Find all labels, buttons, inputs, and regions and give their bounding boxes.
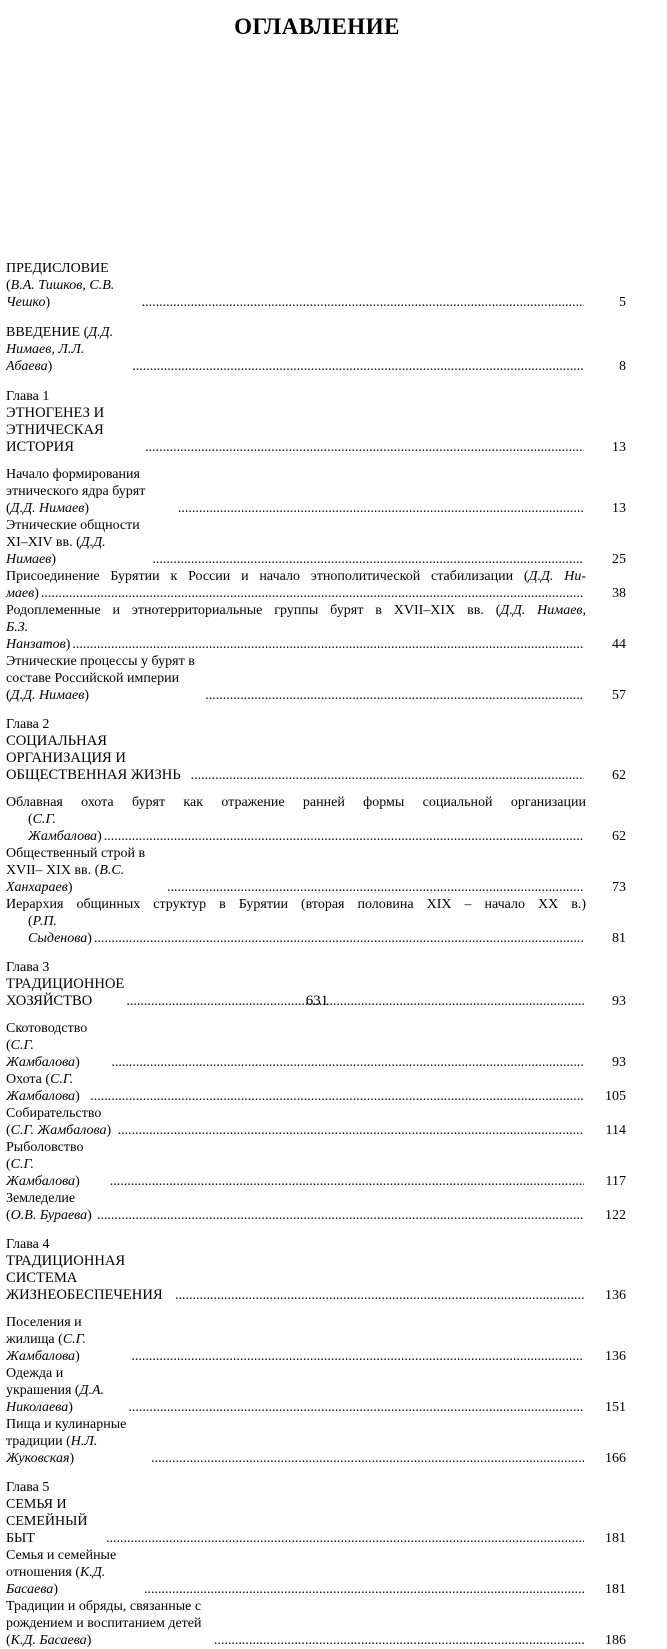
- toc-entry-preface[interactable]: [6, 260, 626, 311]
- toc-chapter-4[interactable]: [6, 1253, 626, 1304]
- entry-title: Этнические процессы у бурят в составе Российской империи (Д.Д. Нимаев): [6, 654, 195, 703]
- page-ref: 25: [612, 552, 626, 567]
- page-ref: 166: [605, 1451, 626, 1466]
- chapter-label: Глава 5: [6, 1480, 50, 1495]
- page-ref: 5: [619, 295, 626, 310]
- chapter-title: ЭТНОГЕНЕЗ И ЭТНИЧЕСКАЯ ИСТОРИЯ: [6, 405, 105, 455]
- entry-title-line2: (Р.П. Сыденова): [28, 914, 92, 946]
- entry-title: Этнические общности XI–XIV вв. (Д.Д. Нимаев): [6, 518, 140, 567]
- page-title: ОГЛАВЛЕНИЕ: [234, 14, 400, 39]
- page-ref: 44: [612, 637, 626, 652]
- leader-dots: [111, 1054, 584, 1071]
- entry-title: Собирательство (С.Г. Жамбалова): [6, 1106, 112, 1138]
- entry-title: Семья и семейные отношения (К.Д. Басаева): [6, 1548, 117, 1597]
- leader-dots: [205, 687, 584, 704]
- page-ref: 122: [605, 1208, 626, 1223]
- leader-dots: [191, 767, 584, 784]
- page-ref: 136: [605, 1288, 626, 1303]
- toc-entry[interactable]: [6, 1071, 626, 1105]
- leader-dots: [106, 1530, 584, 1547]
- leader-dots: [110, 1173, 584, 1190]
- toc-entry[interactable]: [6, 845, 626, 896]
- leader-dots: [178, 500, 584, 517]
- table-of-contents: [6, 260, 626, 1649]
- entry-title-line1: Облавная охота бурят как отражение ранней формы социальной организации: [6, 795, 586, 810]
- page-ref: 81: [612, 931, 626, 946]
- leader-dots: [151, 1450, 584, 1467]
- page-ref: 13: [612, 440, 626, 455]
- leader-dots: [90, 1088, 584, 1105]
- leader-dots: [104, 828, 584, 845]
- leader-dots: [145, 439, 584, 456]
- page-ref: 62: [612, 768, 626, 783]
- leader-dots: [167, 879, 584, 896]
- toc-chapter-2[interactable]: [6, 733, 626, 784]
- page-ref: 62: [612, 829, 626, 844]
- entry-title: Охота (С.Г. Жамбалова): [6, 1072, 80, 1104]
- page-ref: 38: [612, 586, 626, 601]
- leader-dots: [41, 585, 584, 602]
- leader-dots: [94, 930, 584, 947]
- chapter-title: ТРАДИЦИОННОЕ ХОЗЯЙСТВО: [6, 976, 125, 1009]
- chapter-title: СЕМЬЯ И СЕМЕЙНЫЙ БЫТ: [6, 1497, 88, 1546]
- leader-dots: [175, 1287, 584, 1304]
- chapter-label: Глава 2: [6, 717, 50, 732]
- chapter-label: Глава 3: [6, 960, 50, 975]
- chapter-label: Глава 1: [6, 389, 50, 404]
- entry-title: ВВЕДЕНИЕ (Д.Д. Нимаев, Л.Л. Абаева): [6, 325, 114, 374]
- entry-title: Начало формирования этнического ядра бурят (Д.Д. Нимаев): [6, 467, 146, 516]
- toc-entry[interactable]: [6, 1598, 626, 1649]
- toc-entry[interactable]: [6, 517, 626, 568]
- toc-entry-intro[interactable]: [6, 324, 626, 375]
- page-ref: 151: [605, 1400, 626, 1415]
- leader-dots: [118, 1122, 584, 1139]
- page-ref: 13: [612, 501, 626, 516]
- leader-dots: [152, 551, 584, 568]
- entry-title: Скотоводство (С.Г. Жамбалова): [6, 1021, 88, 1070]
- entry-title: Общественный строй в XVII– XIX вв. (В.С. Ханхараев): [6, 846, 146, 895]
- chapter-label: Глава 4: [6, 1237, 50, 1252]
- toc-chapter-1[interactable]: [6, 405, 626, 456]
- toc-entry[interactable]: [6, 1020, 626, 1071]
- page-ref: 117: [605, 1174, 626, 1189]
- toc-entry[interactable]: [6, 1190, 626, 1224]
- page-ref: 181: [605, 1531, 626, 1546]
- page-ref: 93: [612, 1055, 626, 1070]
- toc-entry[interactable]: [6, 1547, 626, 1598]
- entry-title-line2: Б.З. Нанзатов): [6, 620, 71, 652]
- page-ref: 136: [605, 1349, 626, 1364]
- page-ref: 8: [619, 359, 626, 374]
- toc-entry[interactable]: [6, 568, 626, 602]
- entry-title-line1: Иерархия общинных структур в Бурятии (вторая половина XIX – начало XX в.): [6, 897, 586, 912]
- page-ref: 73: [612, 880, 626, 895]
- entry-title: Традиции и обряды, связанные с рождением и воспитанием детей (К.Д. Басаева): [6, 1599, 202, 1648]
- entry-title: Поселения и жилища (С.Г. Жамбалова): [6, 1315, 87, 1364]
- toc-entry[interactable]: [6, 794, 626, 845]
- toc-entry[interactable]: [6, 466, 626, 517]
- entry-title-line1: Родоплеменные и этнотерриториальные группы бурят в XVII–XIX вв. (Д.Д. Нимаев,: [6, 603, 586, 618]
- toc-chapter-5[interactable]: [6, 1496, 626, 1547]
- entry-title-line2: (С.Г. Жамбалова): [28, 812, 102, 844]
- entry-title: Рыболовство (С.Г. Жамбалова): [6, 1140, 84, 1189]
- toc-entry[interactable]: [6, 896, 626, 947]
- toc-entry[interactable]: [6, 1365, 626, 1416]
- leader-dots: [142, 294, 584, 311]
- toc-entry[interactable]: [6, 1105, 626, 1139]
- entry-title: Земледелие (О.В. Бураева): [6, 1191, 92, 1223]
- toc-entry[interactable]: [6, 653, 626, 704]
- entry-title: Одежда и украшения (Д.А. Николаева): [6, 1366, 105, 1415]
- page-ref: 186: [605, 1633, 626, 1648]
- page-ref: 105: [605, 1089, 626, 1104]
- entry-title-line1: Присоединение Бурятии к России и начало этнополитической стабилизации (Д.Д. Ни-: [6, 569, 586, 584]
- leader-dots: [131, 1348, 584, 1365]
- toc-entry[interactable]: [6, 1314, 626, 1365]
- toc-entry[interactable]: [6, 1416, 626, 1467]
- page-ref: 181: [605, 1582, 626, 1597]
- chapter-title: ТРАДИЦИОННАЯ СИСТЕМА ЖИЗНЕОБЕСПЕЧЕНИЯ: [6, 1253, 163, 1303]
- leader-dots: [97, 1207, 584, 1224]
- leader-dots: [144, 1581, 584, 1598]
- entry-title-line2: маев): [6, 586, 39, 601]
- chapter-title: СОЦИАЛЬНАЯ ОРГАНИЗАЦИЯ И ОБЩЕСТВЕННАЯ ЖИЗНЬ: [6, 733, 181, 783]
- page-ref: 114: [605, 1123, 626, 1138]
- toc-entry[interactable]: [6, 602, 626, 653]
- toc-entry[interactable]: [6, 1139, 626, 1190]
- page-number: 631: [305, 993, 329, 1009]
- entry-title: Пища и кулинарные традиции (Н.Л. Жуковская): [6, 1417, 127, 1466]
- entry-title: ПРЕДИСЛОВИЕ (В.А. Тишков, С.В. Чешко): [6, 261, 115, 310]
- leader-dots: [72, 636, 584, 653]
- leader-dots: [132, 358, 584, 375]
- page-ref: 57: [612, 688, 626, 703]
- leader-dots: [128, 1399, 584, 1416]
- leader-dots: [214, 1632, 584, 1649]
- page-ref: 93: [612, 994, 626, 1009]
